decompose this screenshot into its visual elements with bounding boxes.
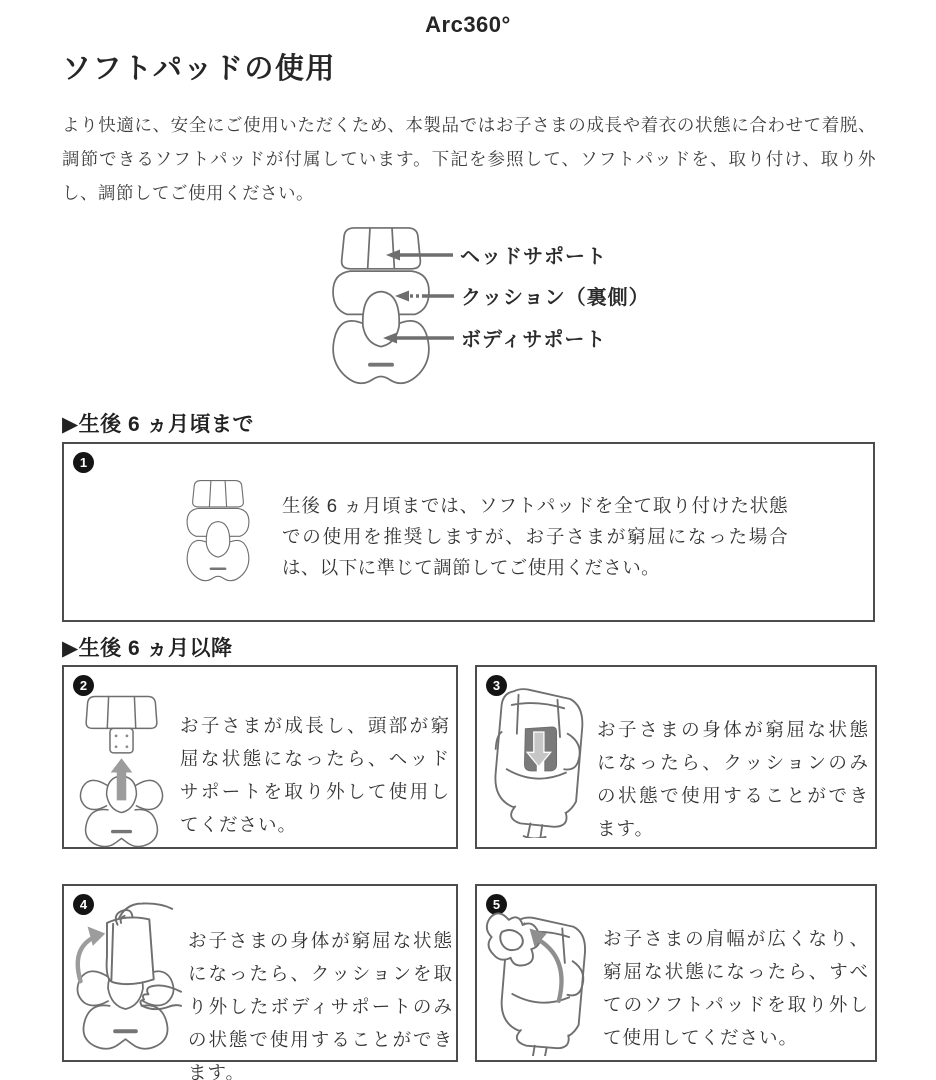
arrow-left-dashed-icon	[395, 289, 455, 303]
arrow-left-icon	[383, 331, 455, 345]
seat-cushion-only-illustration	[483, 681, 593, 838]
diagram-row-cushion	[395, 281, 650, 310]
step-box-2	[62, 665, 458, 849]
page-title: ソフトパッドの使用	[62, 53, 336, 85]
step-text: お子さまの肩幅が広くなり、窮屈な状態になったら、すべてのソフトパッドを取り外して使用してください。	[603, 928, 869, 1048]
diagram-row-body-support	[383, 323, 606, 352]
step-number-badge: 1	[73, 452, 94, 473]
intro-paragraph: より快適に、安全にご使用いただくため、本製品ではお子さまの成長や着衣の状態に合わせて着脱、調節できるソフトパッドが付属しています。下記を参照して、ソフトパッドを、取り付け、取り外し、調節してご使用ください。	[62, 115, 876, 203]
cushion-peel-off-illustration	[68, 900, 183, 1057]
full-soft-pad-illustration	[180, 478, 256, 587]
step-box-1	[62, 442, 875, 622]
section-heading-until-6-months: ▶生後 6 ヵ月頃まで	[62, 413, 254, 436]
step-box-3	[475, 665, 877, 849]
step-number-badge: 3	[486, 675, 507, 696]
head-support-removal-illustration	[74, 693, 169, 848]
step-number-badge: 4	[73, 894, 94, 915]
diagram-label-head-support: ヘッドサポート	[460, 246, 607, 268]
step-text: お子さまが成長し、頭部が窮屈な状態になったら、ヘッドサポートを取り外して使用してください。	[180, 715, 450, 835]
diagram-label-cushion: クッション（裏側）	[461, 287, 650, 309]
section-heading-after-6-months: ▶生後 6 ヵ月以降	[62, 637, 233, 660]
step-text: お子さまの身体が窮屈な状態になったら、クッションを取り外したボディサポートのみの状態で使用することができます。	[188, 930, 453, 1080]
diagram-label-body-support: ボディサポート	[461, 329, 607, 351]
brand-title: Arc360°	[425, 12, 511, 37]
step-text: お子さまの身体が窮屈な状態になったら、クッションのみの状態で使用することができます。	[597, 719, 869, 839]
step-box-4	[62, 884, 458, 1080]
all-pads-removal-illustration	[483, 894, 595, 1056]
step-box-5	[475, 884, 877, 1062]
step-number-badge: 2	[73, 675, 94, 696]
step-number-badge: 5	[486, 894, 507, 915]
diagram-row-head-support	[386, 240, 607, 269]
arrow-left-icon	[386, 248, 454, 262]
step-text: 生後 6 ヵ月頃までは、ソフトパッドを全て取り付けた状態での使用を推奨しますが、お子さまが窮屈になった場合は、以下に準じて調節してご使用ください。	[282, 495, 788, 578]
